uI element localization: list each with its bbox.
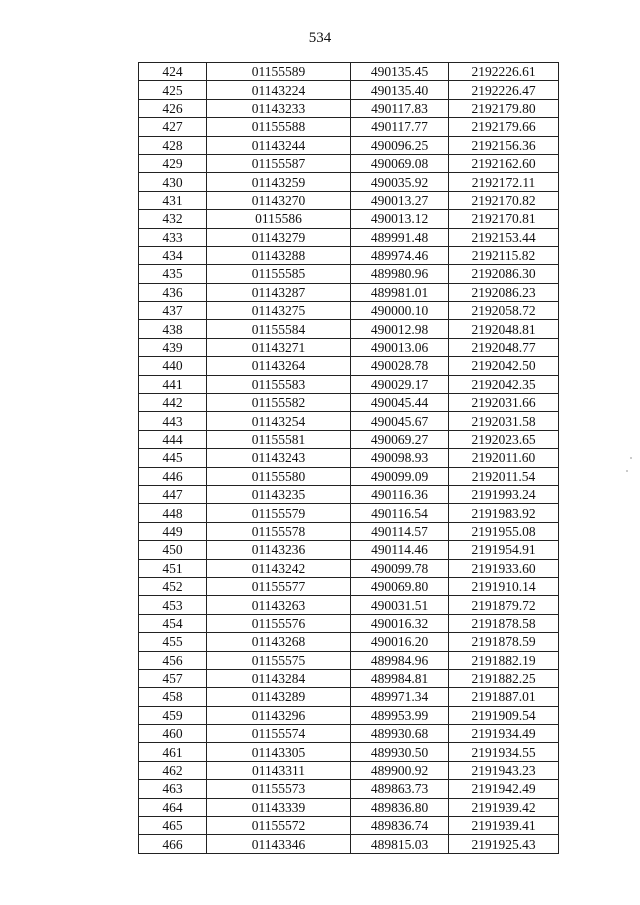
table-row [139,780,559,798]
table-row [139,706,559,724]
y-coordinate-cell: 2191983.92 [449,504,559,522]
y-coordinate-cell: 2192086.23 [449,283,559,301]
y-coordinate-cell: 2191993.24 [449,485,559,503]
x-coordinate-cell: 490016.32 [351,614,449,632]
point-number-cell: 424 [139,63,207,81]
y-coordinate-cell: 2191934.49 [449,725,559,743]
y-coordinate-cell: 2191910.14 [449,577,559,595]
cadastral-code-cell: 01155579 [207,504,351,522]
table-row [139,651,559,669]
table-row [139,430,559,448]
point-number-cell: 428 [139,136,207,154]
cadastral-code-cell: 01143254 [207,412,351,430]
point-number-cell: 444 [139,430,207,448]
x-coordinate-cell: 489836.74 [351,817,449,835]
cadastral-code-cell: 01143287 [207,283,351,301]
y-coordinate-cell: 2192115.82 [449,246,559,264]
x-coordinate-cell: 490135.40 [351,81,449,99]
y-coordinate-cell: 2191882.19 [449,651,559,669]
x-coordinate-cell: 489980.96 [351,265,449,283]
table-row [139,688,559,706]
x-coordinate-cell: 490013.12 [351,210,449,228]
y-coordinate-cell: 2192226.61 [449,63,559,81]
y-coordinate-cell: 2191878.59 [449,633,559,651]
cadastral-code-cell: 01155576 [207,614,351,632]
x-coordinate-cell: 489971.34 [351,688,449,706]
cadastral-code-cell: 01143346 [207,835,351,853]
cadastral-code-cell: 01143305 [207,743,351,761]
cadastral-code-cell: 01155580 [207,467,351,485]
x-coordinate-cell: 490012.98 [351,320,449,338]
point-number-cell: 429 [139,154,207,172]
point-number-cell: 435 [139,265,207,283]
point-number-cell: 451 [139,559,207,577]
cadastral-code-cell: 01155573 [207,780,351,798]
cadastral-code-cell: 01155581 [207,430,351,448]
table-row [139,63,559,81]
cadastral-code-cell: 01143279 [207,228,351,246]
y-coordinate-cell: 2191878.58 [449,614,559,632]
x-coordinate-cell: 490013.27 [351,191,449,209]
cadastral-code-cell: 01155589 [207,63,351,81]
table-row [139,302,559,320]
table-row [139,669,559,687]
y-coordinate-cell: 2191955.08 [449,522,559,540]
cadastral-code-cell: 01143270 [207,191,351,209]
x-coordinate-cell: 489974.46 [351,246,449,264]
x-coordinate-cell: 490069.27 [351,430,449,448]
cadastral-code-cell: 01155588 [207,118,351,136]
table-row [139,743,559,761]
point-number-cell: 460 [139,725,207,743]
x-coordinate-cell: 490096.25 [351,136,449,154]
y-coordinate-cell: 2192023.65 [449,430,559,448]
table-row [139,761,559,779]
point-number-cell: 456 [139,651,207,669]
table-row [139,173,559,191]
x-coordinate-cell: 489953.99 [351,706,449,724]
table-row [139,412,559,430]
coordinates-table [138,62,559,854]
cadastral-code-cell: 01143259 [207,173,351,191]
y-coordinate-cell: 2192042.35 [449,375,559,393]
x-coordinate-cell: 490114.57 [351,522,449,540]
x-coordinate-cell: 490035.92 [351,173,449,191]
point-number-cell: 443 [139,412,207,430]
cadastral-code-cell: 01143288 [207,246,351,264]
point-number-cell: 447 [139,485,207,503]
point-number-cell: 434 [139,246,207,264]
y-coordinate-cell: 2192031.58 [449,412,559,430]
table-row [139,283,559,301]
x-coordinate-cell: 490099.09 [351,467,449,485]
point-number-cell: 455 [139,633,207,651]
y-coordinate-cell: 2191887.01 [449,688,559,706]
x-coordinate-cell: 490016.20 [351,633,449,651]
cadastral-code-cell: 01143284 [207,669,351,687]
x-coordinate-cell: 490135.45 [351,63,449,81]
x-coordinate-cell: 489863.73 [351,780,449,798]
point-number-cell: 441 [139,375,207,393]
point-number-cell: 430 [139,173,207,191]
y-coordinate-cell: 2192031.66 [449,394,559,412]
x-coordinate-cell: 489930.68 [351,725,449,743]
x-coordinate-cell: 490069.80 [351,577,449,595]
table-row [139,191,559,209]
x-coordinate-cell: 490031.51 [351,596,449,614]
y-coordinate-cell: 2192048.77 [449,338,559,356]
table-row [139,449,559,467]
table-row [139,338,559,356]
table-row [139,246,559,264]
point-number-cell: 446 [139,467,207,485]
cadastral-code-cell: 01155577 [207,577,351,595]
point-number-cell: 450 [139,541,207,559]
x-coordinate-cell: 489836.80 [351,798,449,816]
y-coordinate-cell: 2192179.80 [449,99,559,117]
point-number-cell: 464 [139,798,207,816]
table-row [139,99,559,117]
table-row [139,817,559,835]
cadastral-code-cell: 01143236 [207,541,351,559]
table-row [139,798,559,816]
page-number: 534 [308,30,332,46]
margin-mark [630,457,632,459]
point-number-cell: 462 [139,761,207,779]
cadastral-code-cell: 01155572 [207,817,351,835]
x-coordinate-cell: 490117.83 [351,99,449,117]
cadastral-code-cell: 01155584 [207,320,351,338]
cadastral-code-cell: 01143235 [207,485,351,503]
point-number-cell: 436 [139,283,207,301]
point-number-cell: 453 [139,596,207,614]
x-coordinate-cell: 490098.93 [351,449,449,467]
y-coordinate-cell: 2191942.49 [449,780,559,798]
point-number-cell: 461 [139,743,207,761]
y-coordinate-cell: 2192156.36 [449,136,559,154]
y-coordinate-cell: 2191943.23 [449,761,559,779]
y-coordinate-cell: 2192170.81 [449,210,559,228]
point-number-cell: 463 [139,780,207,798]
x-coordinate-cell: 489984.81 [351,669,449,687]
point-number-cell: 442 [139,394,207,412]
x-coordinate-cell: 489981.01 [351,283,449,301]
y-coordinate-cell: 2191882.25 [449,669,559,687]
cadastral-code-cell: 01155578 [207,522,351,540]
y-coordinate-cell: 2191879.72 [449,596,559,614]
table-row [139,118,559,136]
point-number-cell: 465 [139,817,207,835]
table-row [139,596,559,614]
y-coordinate-cell: 2192179.66 [449,118,559,136]
cadastral-code-cell: 01143264 [207,357,351,375]
x-coordinate-cell: 490116.36 [351,485,449,503]
x-coordinate-cell: 490117.77 [351,118,449,136]
y-coordinate-cell: 2192226.47 [449,81,559,99]
x-coordinate-cell: 490000.10 [351,302,449,320]
cadastral-code-cell: 01155583 [207,375,351,393]
table-row [139,485,559,503]
x-coordinate-cell: 490045.44 [351,394,449,412]
table-row [139,375,559,393]
x-coordinate-cell: 489991.48 [351,228,449,246]
cadastral-code-cell: 01143311 [207,761,351,779]
point-number-cell: 448 [139,504,207,522]
y-coordinate-cell: 2192048.81 [449,320,559,338]
cadastral-code-cell: 01155585 [207,265,351,283]
y-coordinate-cell: 2191954.91 [449,541,559,559]
y-coordinate-cell: 2191909.54 [449,706,559,724]
x-coordinate-cell: 489900.92 [351,761,449,779]
y-coordinate-cell: 2192153.44 [449,228,559,246]
x-coordinate-cell: 490114.46 [351,541,449,559]
table-row [139,835,559,853]
point-number-cell: 439 [139,338,207,356]
table-row [139,504,559,522]
point-number-cell: 426 [139,99,207,117]
y-coordinate-cell: 2191934.55 [449,743,559,761]
x-coordinate-cell: 490099.78 [351,559,449,577]
cadastral-code-cell: 01143275 [207,302,351,320]
point-number-cell: 466 [139,835,207,853]
point-number-cell: 431 [139,191,207,209]
cadastral-code-cell: 01143242 [207,559,351,577]
table-row [139,633,559,651]
y-coordinate-cell: 2191925.43 [449,835,559,853]
point-number-cell: 425 [139,81,207,99]
y-coordinate-cell: 2192011.54 [449,467,559,485]
point-number-cell: 458 [139,688,207,706]
cadastral-code-cell: 01143243 [207,449,351,467]
x-coordinate-cell: 490029.17 [351,375,449,393]
table-row [139,320,559,338]
cadastral-code-cell: 0115586 [207,210,351,228]
x-coordinate-cell: 490013.06 [351,338,449,356]
margin-mark [626,470,628,472]
cadastral-code-cell: 01155574 [207,725,351,743]
x-coordinate-cell: 490028.78 [351,357,449,375]
table-row [139,522,559,540]
table-row [139,154,559,172]
point-number-cell: 449 [139,522,207,540]
table-row [139,577,559,595]
y-coordinate-cell: 2191939.42 [449,798,559,816]
x-coordinate-cell: 490069.08 [351,154,449,172]
point-number-cell: 445 [139,449,207,467]
x-coordinate-cell: 490116.54 [351,504,449,522]
table-row [139,559,559,577]
table-row [139,265,559,283]
cadastral-code-cell: 01143233 [207,99,351,117]
point-number-cell: 440 [139,357,207,375]
cadastral-code-cell: 01143289 [207,688,351,706]
cadastral-code-cell: 01155587 [207,154,351,172]
x-coordinate-cell: 489815.03 [351,835,449,853]
cadastral-code-cell: 01155582 [207,394,351,412]
table-row [139,614,559,632]
point-number-cell: 433 [139,228,207,246]
x-coordinate-cell: 489930.50 [351,743,449,761]
point-number-cell: 452 [139,577,207,595]
cadastral-code-cell: 01143296 [207,706,351,724]
x-coordinate-cell: 489984.96 [351,651,449,669]
point-number-cell: 438 [139,320,207,338]
coordinates-table-body [139,63,559,854]
cadastral-code-cell: 01143271 [207,338,351,356]
cadastral-code-cell: 01143268 [207,633,351,651]
y-coordinate-cell: 2192162.60 [449,154,559,172]
point-number-cell: 427 [139,118,207,136]
x-coordinate-cell: 490045.67 [351,412,449,430]
point-number-cell: 454 [139,614,207,632]
table-row [139,394,559,412]
table-row [139,228,559,246]
cadastral-code-cell: 01155575 [207,651,351,669]
table-row [139,210,559,228]
point-number-cell: 457 [139,669,207,687]
table-row [139,136,559,154]
table-row [139,541,559,559]
y-coordinate-cell: 2192170.82 [449,191,559,209]
y-coordinate-cell: 2192086.30 [449,265,559,283]
table-row [139,357,559,375]
y-coordinate-cell: 2191939.41 [449,817,559,835]
table-row [139,725,559,743]
y-coordinate-cell: 2192172.11 [449,173,559,191]
cadastral-code-cell: 01143339 [207,798,351,816]
cadastral-code-cell: 01143263 [207,596,351,614]
y-coordinate-cell: 2192011.60 [449,449,559,467]
y-coordinate-cell: 2191933.60 [449,559,559,577]
cadastral-code-cell: 01143224 [207,81,351,99]
y-coordinate-cell: 2192042.50 [449,357,559,375]
point-number-cell: 432 [139,210,207,228]
y-coordinate-cell: 2192058.72 [449,302,559,320]
point-number-cell: 459 [139,706,207,724]
cadastral-code-cell: 01143244 [207,136,351,154]
point-number-cell: 437 [139,302,207,320]
table-row [139,81,559,99]
table-row [139,467,559,485]
